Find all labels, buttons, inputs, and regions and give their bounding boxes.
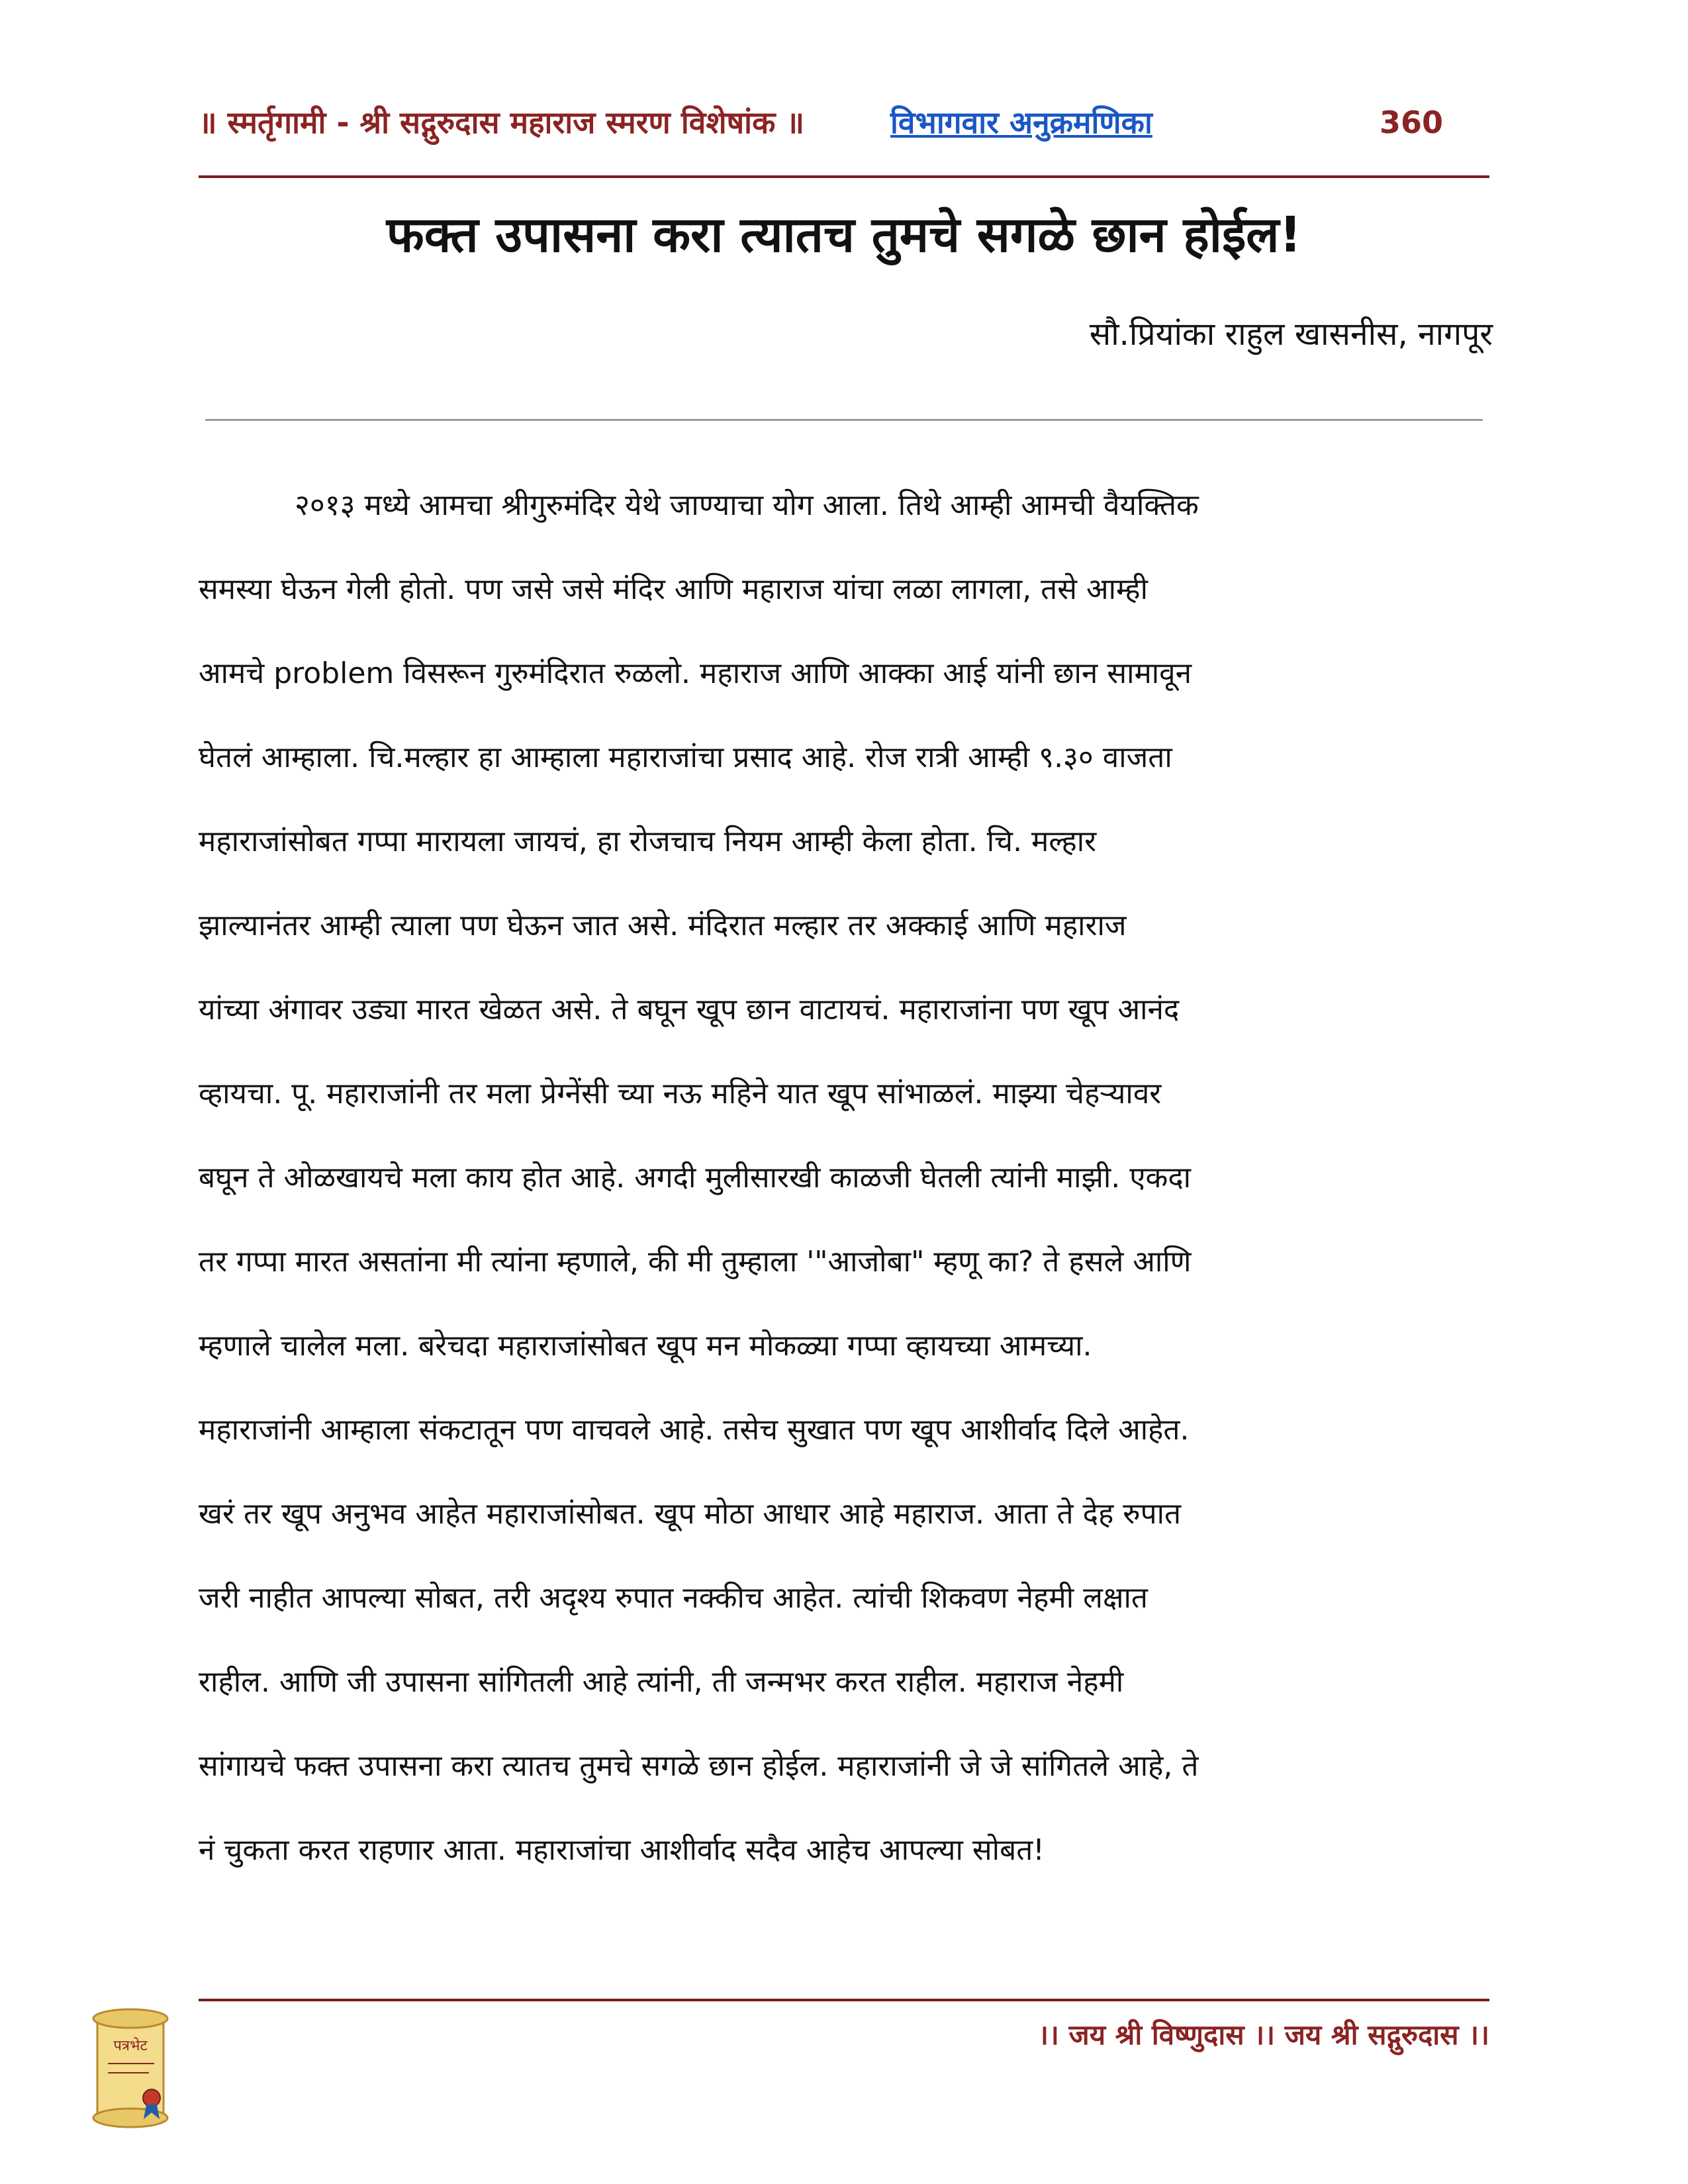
body-line: समस्या घेऊन गेली होतो. पण जसे जसे मंदिर आणि महाराज यांचा लळा लागला, तसे आम्ही: [199, 572, 1148, 606]
title-divider: [205, 419, 1483, 421]
article-author: सौ.प्रियांका राहुल खासनीस, नागपूर: [1089, 316, 1493, 353]
body-line: झाल्यानंतर आम्ही त्याला पण घेऊन जात असे. मंदिरात मल्हार तर अक्काई आणि महाराज: [199, 909, 1127, 942]
body-line: यांच्या अंगावर उड्या मारत खेळत असे. ते बघून खूप छान वाटायचं. महाराजांना पण खूप आनंद: [199, 993, 1180, 1026]
body-line: २०१३ मध्ये आमचा श्रीगुरुमंदिर येथे जाण्याचा योग आला. तिथे आम्ही आमची वैयक्तिक: [295, 488, 1199, 522]
page-header: [199, 99, 1489, 146]
body-line: नं चुकता करत राहणार आता. महाराजांचा आशीर्वाद सदैव आहेच आपल्या सोबत!: [199, 1833, 1045, 1867]
body-line: महाराजांसोबत गप्पा मारायला जायचं, हा रोजचाच नियम आम्ही केला होता. चि. मल्हार: [199, 825, 1097, 858]
footer-divider: [199, 1999, 1489, 2001]
article-title: फक्त उपासना करा त्यातच तुमचे सगळे छान होईल!: [386, 206, 1302, 263]
badge-label: पत्रभेट: [113, 2038, 148, 2054]
article-body: [199, 463, 1493, 1892]
magazine-title: ॥ स्मर्तृगामी - श्री सद्गुरुदास महाराज स्मरण विशेषांक ॥: [199, 105, 804, 140]
body-line: घेतलं आम्हाला. चि.मल्हार हा आम्हाला महाराजांचा प्रसाद आहे. रोज रात्री आम्ही ९.३० वाजता: [199, 741, 1172, 774]
patrabhet-scroll-icon: [83, 1999, 182, 2131]
body-line: आमचे problem विसरून गुरुमंदिरात रुळलो. महाराज आणि आक्का आई यांनी छान सामावून: [199, 657, 1192, 690]
header-divider: [199, 175, 1489, 178]
body-line: जरी नाहीत आपल्या सोबत, तरी अदृश्य रुपात नक्कीच आहेत. त्यांची शिकवण नेहमी लक्षात: [199, 1581, 1148, 1615]
body-line: बघून ते ओळखायचे मला काय होत आहे. अगदी मुलीसारखी काळजी घेतली त्यांनी माझी. एकदा: [199, 1161, 1192, 1195]
body-line: खरं तर खूप अनुभव आहेत महाराजांसोबत. खूप मोठा आधार आहे महाराज. आता ते देह रुपात: [199, 1497, 1182, 1531]
body-line: राहील. आणि जी उपासना सांगितली आहे त्यांनी, ती जन्मभर करत राहील. महाराज नेहमी: [199, 1665, 1124, 1699]
body-line: सांगायचे फक्त उपासना करा त्यातच तुमचे सगळे छान होईल. महाराजांनी जे जे सांगितले आहे, ते: [199, 1749, 1199, 1783]
footer-slogan: ।। जय श्री विष्णुदास ।। जय श्री सद्गुरुदास ।।: [1038, 2019, 1489, 2051]
body-line: तर गप्पा मारत असतांना मी त्यांना म्हणाले, की मी तुम्हाला '"आजोबा" म्हणू का? ते हसले आणि: [199, 1245, 1192, 1279]
section-index-link[interactable]: विभागवार अनुक्रमणिका: [890, 105, 1152, 140]
body-line: महाराजांनी आम्हाला संकटातून पण वाचवले आहे. तसेच सुखात पण खूप आशीर्वाद दिले आहेत.: [199, 1413, 1190, 1447]
body-line: म्हणाले चालेल मला. बरेचदा महाराजांसोबत खूप मन मोकळ्या गप्पा व्हायच्या आमच्या.: [199, 1329, 1092, 1363]
page-number: 360: [1379, 105, 1443, 140]
body-line: व्हायचा. पू. महाराजांनी तर मला प्रेग्नेंसी च्या नऊ महिने यात खूप सांभाळलं. माझ्या चेहऱ्यावर: [199, 1077, 1162, 1111]
